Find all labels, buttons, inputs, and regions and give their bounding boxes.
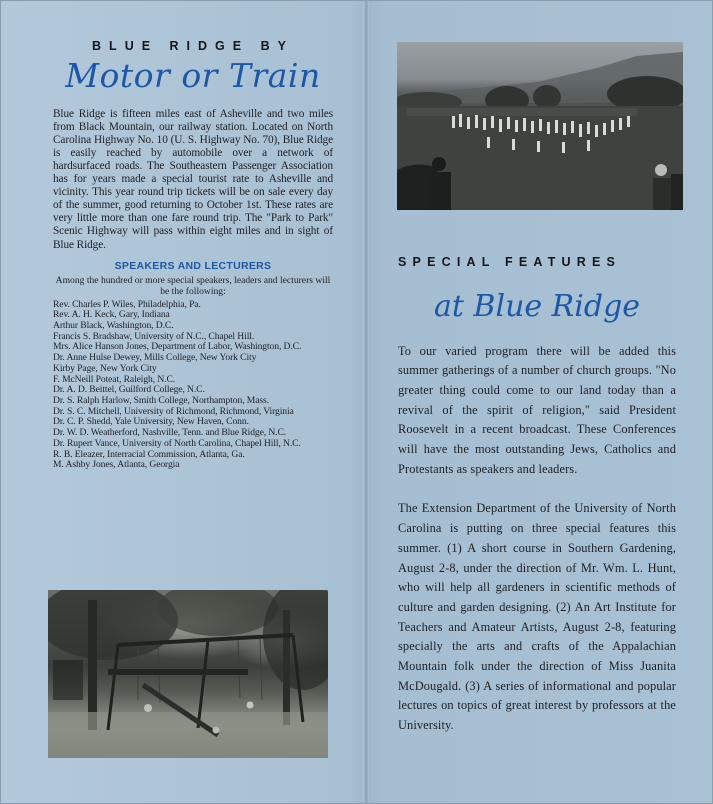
speaker-item: Dr. A. D. Beittel, Guilford College, N.C. xyxy=(53,384,205,396)
left-heading: BLUE RIDGE BY xyxy=(92,39,294,53)
right-paragraph-2: The Extension Department of the University of North Carolina is putting on three special features this summer. (1) A short course in Southern Gardening, August 2-8, under the direction of Mr. Wm. L. Hunt, who will help all gardeners in scientific methods of culture and garden designing. (2) An Art Institute for Teachers and Amateur Artists, August 2-8, featuring specially the arts and crafts of the Appalachian Mountain folk under the direction of Miss Juanita McDougald. (3) A series of informational and popular lectures on topics of great interest by professors at the University. xyxy=(398,501,676,733)
speaker-item: R. B. Eleazer, Interracial Commission, Atlanta, Ga. xyxy=(53,448,245,460)
speaker-item: Dr. S. C. Mitchell, University of Richmond, Richmond, Virginia xyxy=(53,405,294,417)
playground-photo-drawing xyxy=(48,590,328,758)
speaker-item: Rev. A. H. Keck, Gary, Indiana xyxy=(53,309,170,321)
speaker-item: Francis S. Bradshaw, University of N.C., Chapel Hill. xyxy=(53,330,255,342)
speaker-item: Kirby Page, New York City xyxy=(53,362,157,374)
field-gathering-drawing xyxy=(397,42,683,210)
speaker-item: Dr. C. P. Shedd, Yale University, New Haven, Conn. xyxy=(53,416,249,428)
speakers-list xyxy=(53,300,333,471)
speakers-heading: SPEAKERS AND LECTURERS xyxy=(114,259,272,272)
field-gathering-photo xyxy=(397,42,683,210)
playground-photo xyxy=(48,590,328,758)
left-script-title: Motor or Train xyxy=(65,56,321,95)
right-panel xyxy=(398,255,676,736)
left-paragraph: Blue Ridge is fifteen miles east of Asheville and two miles from Black Mountain, our railway station. Located on North Carolina Highway No. 10 (U. S. Highway No. 70), Blue Ridge is easily reached by automobile over a network of hardsurfaced roads. The Southeastern Passenger Association has for years made a special tourist rate to Asheville and vicinity. This year round trip tickets will be on sale every day of the summer, good returning to October 1st. These rates are very little more than one fare round trip. The "Park to Park" Scenic Highway will pass within eight miles and in sight of Blue Ridge. xyxy=(53,107,333,251)
left-panel xyxy=(53,39,333,471)
speaker-item: F. McNeill Poteat, Raleigh, N.C. xyxy=(53,373,176,385)
speaker-item: Dr. Anne Hulse Dewey, Mills College, New York City xyxy=(53,352,257,364)
speaker-item: Dr. Rupert Vance, University of North Carolina, Chapel Hill, N.C. xyxy=(53,437,301,449)
speakers-intro: Among the hundred or more special speakers, leaders and lecturers will be the following: xyxy=(55,274,331,297)
speaker-item: Mrs. Alice Hanson Jones, Department of Labor, Washington, D.C. xyxy=(53,341,302,353)
right-heading: SPECIAL FEATURES xyxy=(398,255,622,269)
speaker-item: Dr. S. Ralph Harlow, Smith College, Northampton, Mass. xyxy=(53,395,269,406)
speaker-item: Arthur Black, Washington, D.C. xyxy=(53,320,174,332)
speaker-item: Dr. W. D. Weatherford, Nashville, Tenn. and Blue Ridge, N.C. xyxy=(53,427,287,439)
right-script-title: at Blue Ridge xyxy=(433,289,641,324)
center-fold xyxy=(363,1,369,803)
speaker-item: Rev. Charles P. Wiles, Philadelphia, Pa. xyxy=(53,298,201,310)
speaker-item: M. Ashby Jones, Atlanta, Georgia xyxy=(53,459,180,471)
right-paragraph-1: To our varied program there will be added this summer gatherings of a number of church groups. "No greater thing could come to our land today than a revival of the spirit of religion," said President Roosevelt in a recent broadcast. These Conferences will have the most outstanding Jews, Catholics and Protestants as speakers and leaders. xyxy=(398,343,676,476)
